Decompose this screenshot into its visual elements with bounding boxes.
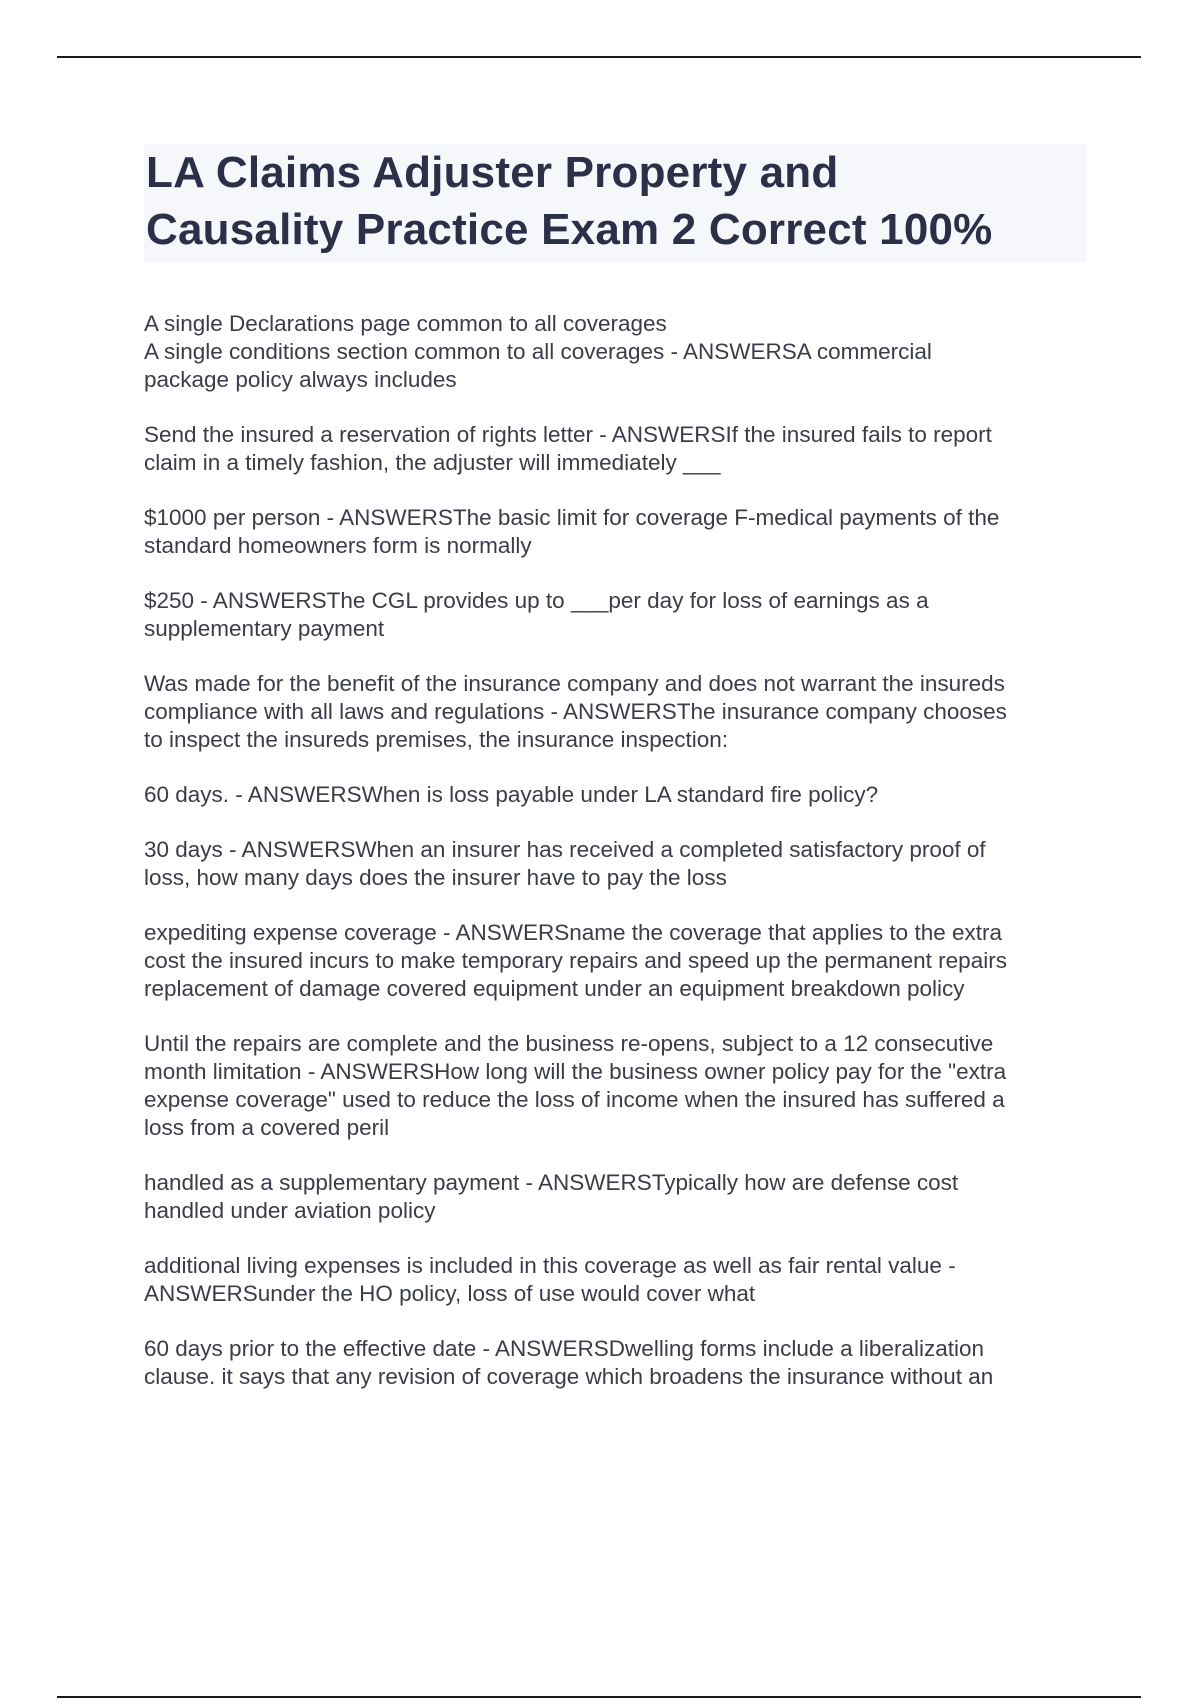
qa-item-line: 60 days. - ANSWERSWhen is loss payable under LA standard fire policy? <box>144 782 879 807</box>
qa-item-line: handled under aviation policy <box>144 1198 436 1223</box>
qa-item-line: additional living expenses is included in this coverage as well as fair rental value - <box>144 1253 956 1278</box>
qa-item <box>144 670 1074 754</box>
qa-item-line: 60 days prior to the effective date - ANSWERSDwelling forms include a liberalization <box>144 1336 984 1361</box>
qa-item <box>144 836 1074 892</box>
qa-item <box>144 310 1074 394</box>
qa-item <box>144 1030 1074 1142</box>
qa-item-line: handled as a supplementary payment - ANSWERSTypically how are defense cost <box>144 1170 959 1195</box>
qa-item-line: to inspect the insureds premises, the insurance inspection: <box>144 727 729 752</box>
qa-item-line: package policy always includes <box>144 367 457 392</box>
qa-item <box>144 919 1074 1003</box>
qa-item-line: $250 - ANSWERSThe CGL provides up to ___per day for loss of earnings as a <box>144 588 929 613</box>
qa-item-line: ANSWERSunder the HO policy, loss of use would cover what <box>144 1281 756 1306</box>
document-title-line-2: Causality Practice Exam 2 Correct 100% <box>146 205 993 254</box>
qa-item <box>144 1252 1074 1308</box>
title-block <box>144 144 1086 262</box>
qa-item-line: $1000 per person - ANSWERSThe basic limit for coverage F-medical payments of the <box>144 505 1000 530</box>
qa-item <box>144 421 1074 477</box>
header-rule <box>57 56 1141 58</box>
qa-item-line: claim in a timely fashion, the adjuster will immediately ___ <box>144 450 721 475</box>
document-title-line-1: LA Claims Adjuster Property and <box>146 148 839 197</box>
qa-item-line: cost the insured incurs to make temporary repairs and speed up the permanent repairs <box>144 948 1007 973</box>
footer-rule <box>57 1696 1141 1698</box>
qa-item-line: month limitation - ANSWERSHow long will the business owner policy pay for the "extra <box>144 1059 1007 1084</box>
qa-item <box>144 587 1074 643</box>
qa-item <box>144 1335 1074 1391</box>
qa-item-line: A single conditions section common to all coverages - ANSWERSA commercial <box>144 339 932 364</box>
qa-item-line: Until the repairs are complete and the business re-opens, subject to a 12 consecutive <box>144 1031 994 1056</box>
qa-item-line: loss, how many days does the insurer have to pay the loss <box>144 865 727 890</box>
qa-item-line: A single Declarations page common to all coverages <box>144 311 667 336</box>
qa-item <box>144 1169 1074 1225</box>
qa-item-line: Send the insured a reservation of rights letter - ANSWERSIf the insured fails to report <box>144 422 992 447</box>
qa-item-line: expense coverage" used to reduce the loss of income when the insured has suffered a <box>144 1087 1005 1112</box>
qa-item-line: loss from a covered peril <box>144 1115 390 1140</box>
qa-item-line: replacement of damage covered equipment under an equipment breakdown policy <box>144 976 965 1001</box>
qa-item-line: expediting expense coverage - ANSWERSname the coverage that applies to the extra <box>144 920 1002 945</box>
qa-item-line: supplementary payment <box>144 616 385 641</box>
qa-item <box>144 781 1074 809</box>
qa-item-line: compliance with all laws and regulations - ANSWERSThe insurance company chooses <box>144 699 1007 724</box>
qa-item-line: clause. it says that any revision of coverage which broadens the insurance without an <box>144 1364 994 1389</box>
qa-item-line: Was made for the benefit of the insurance company and does not warrant the insureds <box>144 671 1005 696</box>
document-title <box>146 144 1082 258</box>
qa-item-line: 30 days - ANSWERSWhen an insurer has received a completed satisfactory proof of <box>144 837 986 862</box>
qa-list <box>144 310 1074 1418</box>
qa-item-line: standard homeowners form is normally <box>144 533 532 558</box>
qa-item <box>144 504 1074 560</box>
